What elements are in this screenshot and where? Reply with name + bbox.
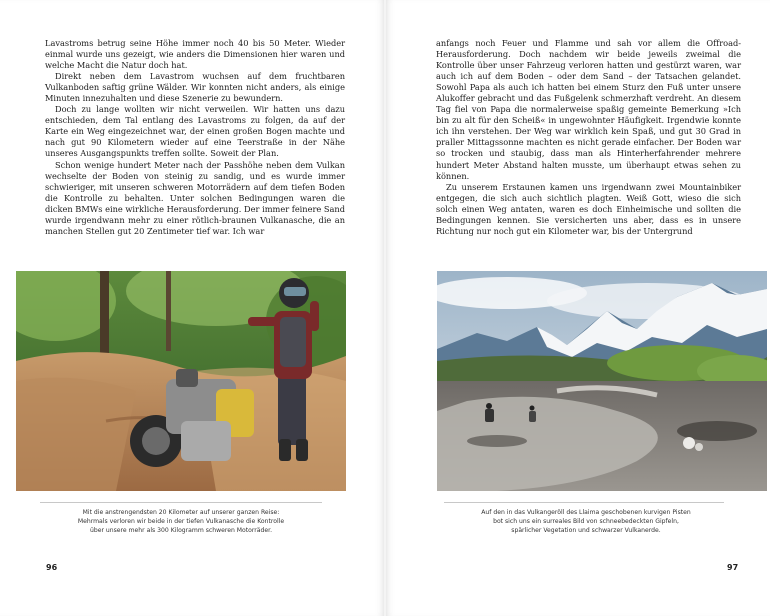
caption-line: Mit die anstrengendsten 20 Kilometer auf unserer ganzen Reise: (82, 509, 280, 516)
caption-line: Auf den in das Vulkangeröll des Llaima geschobenen kurvigen Pisten (481, 509, 691, 516)
paragraph: Direkt neben dem Lavastrom wuchsen auf dem fruchtbaren Vulkanboden saftig grüne Wälder. Wir konnten nicht anders, als einige Minuten innezuhalten und diese Szenerie zu bewundern. (45, 71, 345, 104)
right-page (386, 0, 770, 616)
paragraph: Doch zu lange wollten wir nicht verweilen. Wir hatten uns dazu entschieden, dem Tal entlang des Lavastroms zu folgen, da auf der Karte ein Weg eingezeichnet war, der einen großen Bogen machte und nach gut 90 Kilometern wieder auf eine Teerstraße in der Nähe unseres Ausgangspunkts treffen sollte. Soweit der Plan. (45, 104, 345, 159)
volcano-landscape-photo (437, 271, 767, 491)
caption-line: Mehrmals verloren wir beide in der tiefen Vulkanasche die Kontrolle (77, 518, 285, 525)
paragraph: Zu unserem Erstaunen kamen uns irgendwann zwei Mountainbiker entgegen, die sich auch sichtlich plagten. Weiß Gott, wieso die sich solch einen Weg antaten, waren es doch Einheimische und sollten die Bedingungen kennen. Sie versicherten uns aber, dass es in unsere Richtung nur noch gut ein Kilometer war, bis der Untergrund (436, 181, 741, 236)
left-photo-caption (40, 508, 322, 535)
left-page-number: 96 (46, 563, 58, 572)
paragraph: anfangs noch Feuer und Flamme und sah vor allem die Offroad-Herausforderung. Doch nachdem wir beide jeweils zweimal die Kontrolle über unser Fahrzeug verloren hatten und gestürzt waren, war auch ich auf dem Boden – oder dem Sand – der Tatsachen gelandet. Sowohl Papa als auch ich hatten bei einem Sturz den Fuß unter unsere Alukoffer gebracht und das Fußgelenk schmerzhaft verdreht. An diesem Tag fiel von Papa die normalerweise spaßig gemeinte Bemerkung »Ich bin zu alt für den Scheiß« in ungewohnter Häufigkeit. Irgendwie konnte ich ihn verstehen. Der Weg war wirklich kein Spaß, und gut 30 Grad in praller Mittagssonne machten es nicht gerade einfacher. Der Boden war so trocken und staubig, dass man als Hinterherfahrender mehrere hundert Meter Abstand halten musste, um überhaupt etwas sehen zu können. (436, 38, 741, 181)
paragraph: Schon wenige hundert Meter nach der Passhöhe neben dem Vulkan wechselte der Boden von steinig zu sandig, und es wurde immer schwieriger, mit unseren schweren Motorrädern auf dem tiefen Boden die Kontrolle zu behalten. Unter solchen Bedingungen waren die dicken BMWs eine wirkliche Herausforderung. Der immer feinere Sand wurde irgendwann mehr zu einer rötlich-braunen Vulkanasche, die an manchen Stellen gut 20 Zentimeter tief war. Ich war (45, 159, 345, 236)
paragraph: Lavastroms betrug seine Höhe immer noch 40 bis 50 Meter. Wieder einmal wurde uns gezeigt, wie anders die Dimensionen hier waren und welche Macht die Natur doch hat. (45, 38, 345, 71)
caption-line: spärlicher Vegetation und schwarzer Vulkanerde. (511, 527, 661, 534)
caption-line: bot sich uns ein surreales Bild von schneebedeckten Gipfeln, (493, 518, 679, 525)
right-page-number: 97 (727, 563, 739, 572)
left-page (0, 0, 384, 616)
caption-line: über unsere mehr als 300 Kilogramm schweren Motorräder. (89, 527, 273, 534)
right-body-text (436, 38, 741, 237)
caption-divider (444, 502, 724, 503)
caption-divider (40, 502, 322, 503)
motorcycle-photo (16, 271, 346, 491)
left-body-text (45, 38, 345, 237)
right-photo-caption (436, 508, 736, 535)
